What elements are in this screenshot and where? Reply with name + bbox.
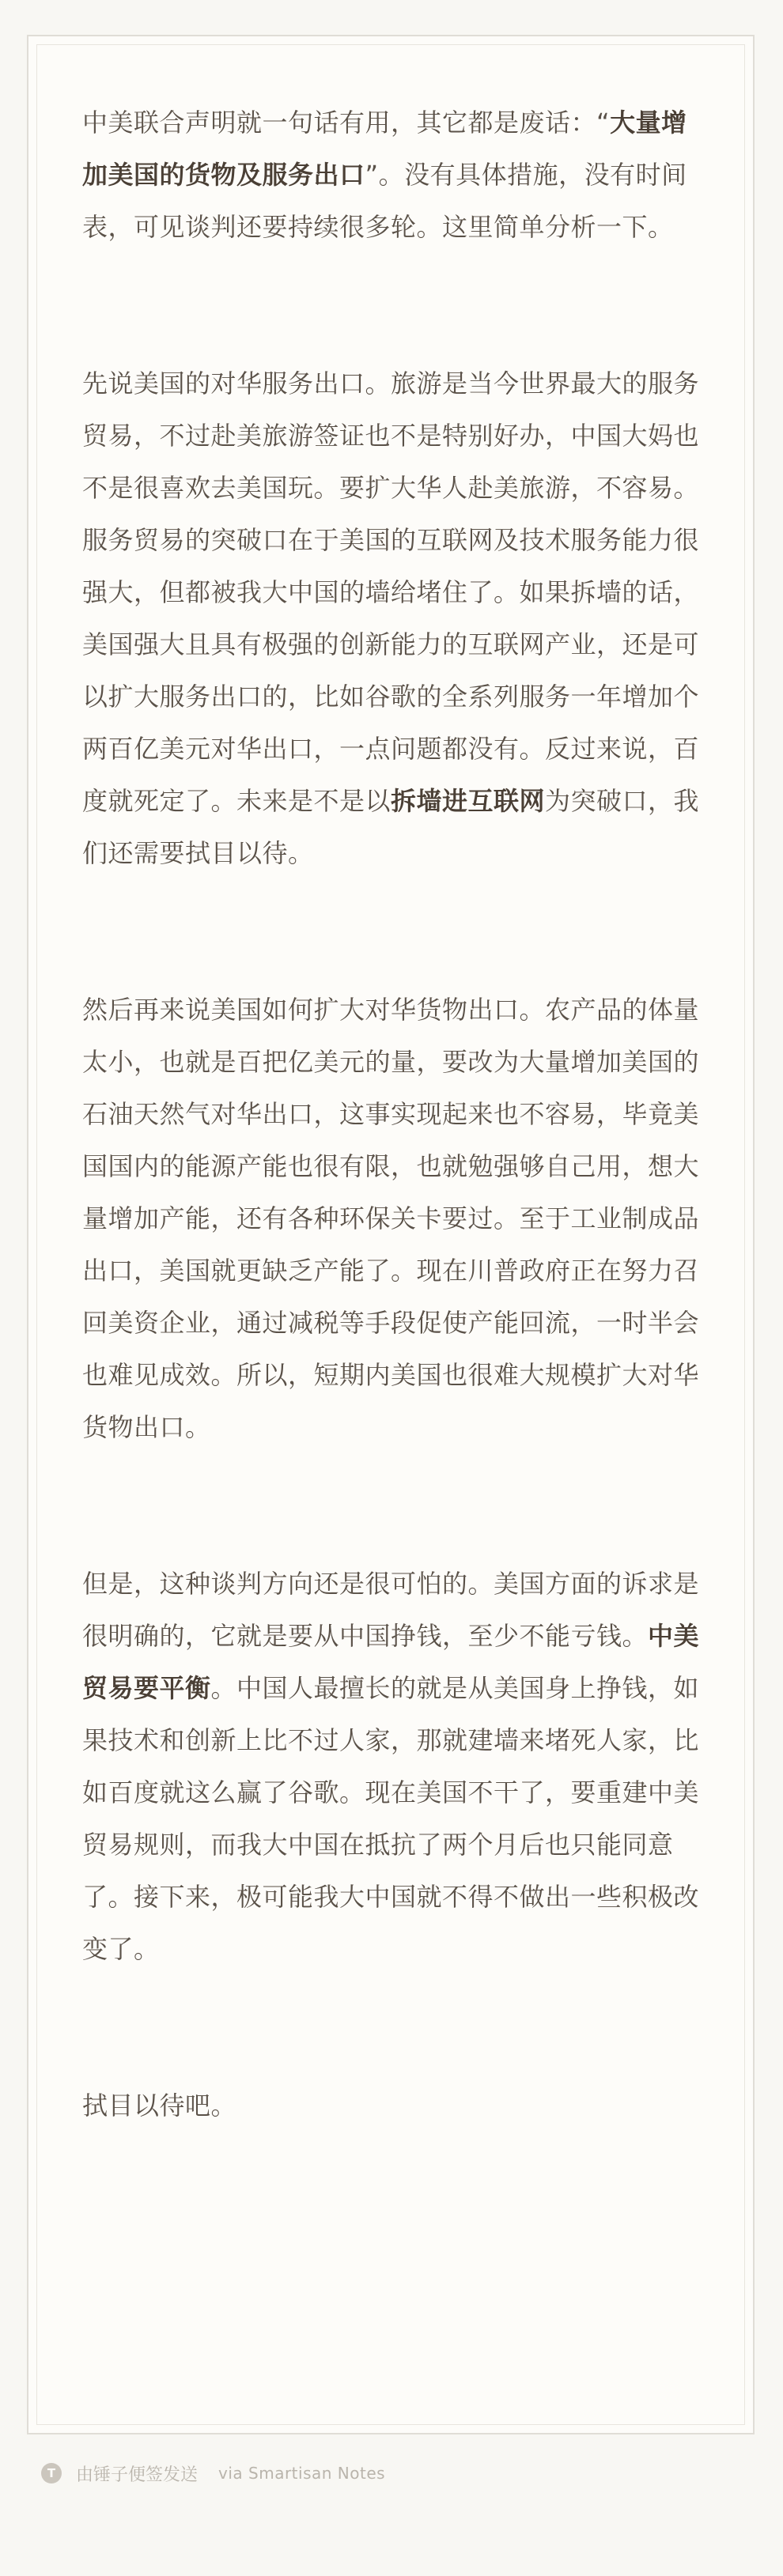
- note-card: [27, 35, 755, 2434]
- note-paragraph: [82, 984, 707, 1453]
- text-segment: ”。没有具体措施，没有时间表，可见谈判还要持续很多轮。这里简单分析一下。: [82, 160, 687, 242]
- text-segment: 拭目以待吧。: [82, 2091, 237, 2121]
- text-segment: 但是，这种谈判方向还是很可怕的。美国方面的诉求是很明确的，它就是要从中国挣钱，至少不能亏钱。: [82, 1569, 700, 1651]
- note-paragraph: [82, 2079, 707, 2132]
- text-segment: 中美联合声明就一句话有用，其它都是废话：“: [82, 108, 611, 138]
- smartisan-logo-icon: T: [41, 2463, 62, 2483]
- text-segment: 为突破口，我们还需要拭目以待。: [82, 786, 700, 868]
- text-segment: 然后再来说美国如何扩大对华货物出口。农产品的体量太小，也就是百把亿美元的量，要改为大量增加美国的石油天然气对华出口，这事实现起来也不容易，毕竟美国国内的能源产能也很有限，也就勉强够自己用，想大量增加产能，还有各种环保关卡要过。至于工业制成品出口，美国就更缺乏产能了。现在川普政府正在努力召回美资企业，通过减税等手段促使产能回流，一时半会也难见成效。所以，短期内美国也很难大规模扩大对华货物出口。: [82, 995, 700, 1442]
- note-paragraph: [82, 1558, 707, 1975]
- footer: [41, 2457, 385, 2489]
- via-app-label: via Smartisan Notes: [218, 2464, 386, 2483]
- highlighted-text: 中美贸易要平衡: [82, 1621, 700, 1703]
- note-body: [82, 96, 707, 2132]
- highlighted-text: 拆墙进互联网: [391, 786, 546, 816]
- note-paragraph: [82, 357, 707, 879]
- text-segment: 。中国人最擅长的就是从美国身上挣钱，如果技术和创新上比不过人家，那就建墙来堵死人家，比如百度就这么赢了谷歌。现在美国不干了，要重建中美贸易规则，而我大中国在抵抗了两个月后也只能同意了。接下来，极可能我大中国就不得不做出一些积极改变了。: [82, 1673, 700, 1964]
- note-paragraph: [82, 96, 707, 253]
- sent-by-label: 由锤子便签发送: [76, 2465, 199, 2485]
- text-segment: 先说美国的对华服务出口。旅游是当今世界最大的服务贸易，不过赴美旅游签证也不是特别好办，中国大妈也不是很喜欢去美国玩。要扩大华人赴美旅游，不容易。服务贸易的突破口在于美国的互联网及技术服务能力很强大，但都被我大中国的墙给堵住了。如果拆墙的话，美国强大且具有极强的创新能力的互联网产业，还是可以扩大服务出口的，比如谷歌的全系列服务一年增加个两百亿美元对华出口，一点问题都没有。反过来说，百度就死定了。未来是不是以: [82, 368, 700, 816]
- highlighted-text: 大量增加美国的货物及服务出口: [82, 108, 687, 190]
